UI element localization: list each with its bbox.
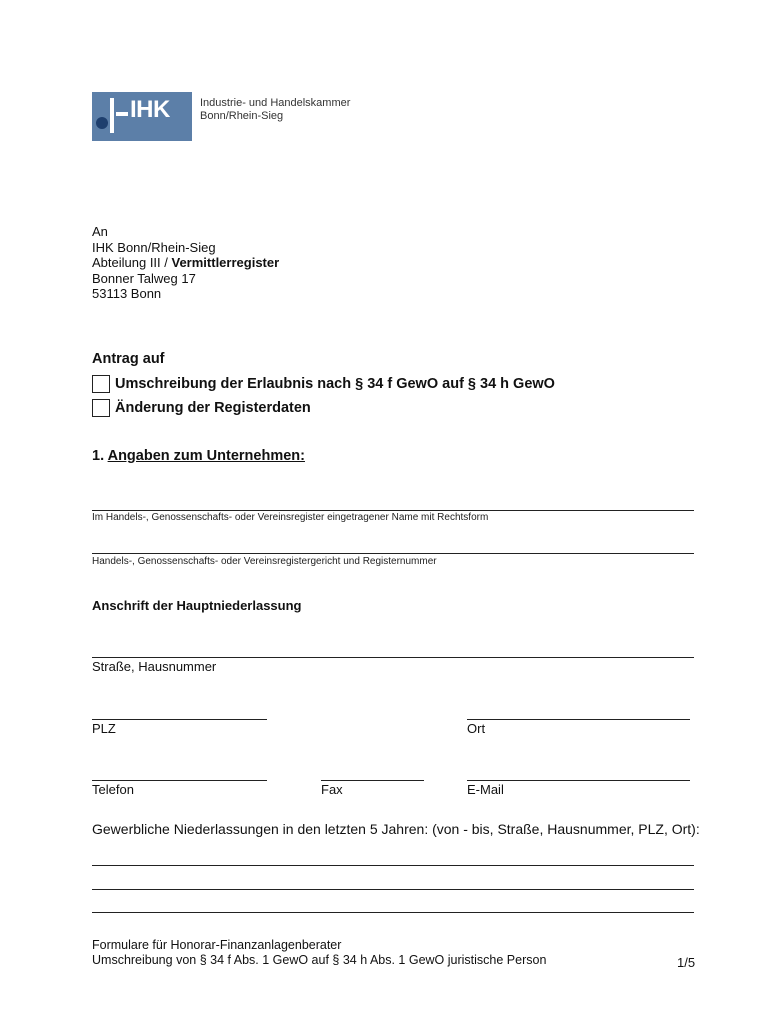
logo-dash-icon	[116, 112, 128, 116]
email-caption: E-Mail	[467, 782, 504, 797]
phone-field[interactable]	[92, 780, 267, 781]
branches-line-3[interactable]	[92, 912, 694, 913]
fax-caption: Fax	[321, 782, 343, 797]
recipient-line3	[92, 255, 279, 271]
option-umschreibung-label: Umschreibung der Erlaubnis nach § 34 f GewO auf § 34 h GewO	[115, 376, 555, 392]
logo-bar-icon	[110, 98, 114, 133]
zip-caption: PLZ	[92, 721, 116, 736]
recipient-line3-prefix: Abteilung III /	[92, 255, 172, 270]
ihk-logo	[92, 92, 192, 141]
section-number: 1.	[92, 448, 105, 464]
option-umschreibung	[92, 375, 555, 393]
logo-org-name	[200, 97, 350, 123]
recipient-line4: Bonner Talweg 17	[92, 270, 196, 286]
address-heading: Anschrift der Hauptniederlassung	[92, 598, 302, 613]
company-name-field[interactable]	[92, 510, 694, 511]
street-caption: Straße, Hausnummer	[92, 659, 217, 674]
street-field[interactable]	[92, 657, 694, 658]
city-caption: Ort	[467, 721, 486, 736]
phone-caption: Telefon	[92, 782, 134, 797]
footer-line2: Umschreibung von § 34 f Abs. 1 GewO auf § 34 h Abs. 1 GewO juristische Person	[92, 952, 547, 967]
section-title: Angaben zum Unternehmen:	[107, 448, 305, 464]
footer-line1: Formulare für Honorar-Finanzanlagenberater	[92, 938, 342, 952]
option-aenderung	[92, 399, 311, 417]
page-number: 1/5	[677, 955, 696, 970]
recipient-line3-bold: Vermittlerregister	[171, 255, 280, 270]
fax-field[interactable]	[321, 780, 424, 781]
recipient-line5: 53113 Bonn	[92, 286, 162, 301]
recipient-line1: An	[92, 224, 108, 239]
logo-org-line1: Industrie- und Handelskammer	[200, 97, 351, 109]
footer	[92, 938, 546, 967]
recipient-address	[92, 224, 279, 302]
section-heading	[92, 448, 305, 464]
logo-org-line2: Bonn/Rhein-Sieg	[200, 110, 284, 122]
city-field[interactable]	[467, 719, 690, 720]
application-title: Antrag auf	[92, 351, 165, 367]
option-aenderung-label: Änderung der Registerdaten	[115, 400, 311, 416]
logo-dot-icon	[96, 117, 108, 129]
branches-question: Gewerbliche Niederlassungen in den letzten 5 Jahren: (von - bis, Straße, Hausnummer, PLZ, Ort):	[92, 821, 700, 837]
zip-field[interactable]	[92, 719, 267, 720]
logo-mark-text: IHK	[130, 96, 170, 123]
recipient-line2: IHK Bonn/Rhein-Sieg	[92, 239, 216, 255]
company-name-caption: Im Handels-, Genossenschafts- oder Vereinsregister eingetragener Name mit Rechtsform	[92, 512, 489, 523]
branches-line-1[interactable]	[92, 865, 694, 866]
register-court-caption: Handels-, Genossenschafts- oder Vereinsregistergericht und Registernummer	[92, 556, 437, 567]
checkbox-umschreibung[interactable]	[92, 375, 110, 393]
branches-line-2[interactable]	[92, 889, 694, 890]
checkbox-aenderung[interactable]	[92, 399, 110, 417]
register-court-field[interactable]	[92, 553, 694, 554]
email-field[interactable]	[467, 780, 690, 781]
